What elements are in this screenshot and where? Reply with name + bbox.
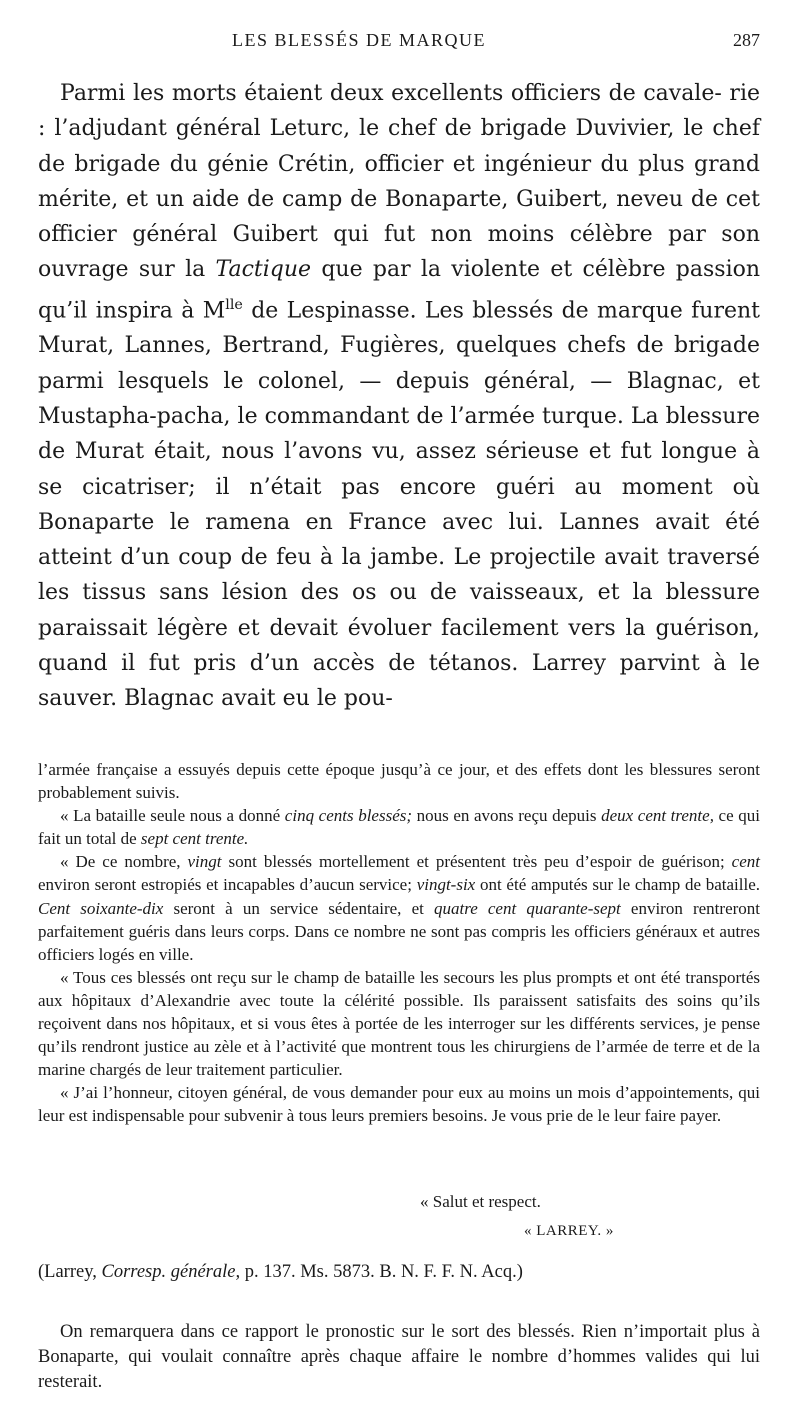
footnote-paragraph: l’armée française a essuyés depuis cette époque jusqu’à ce jour, et des effets dont les blessures seront probablement suivis.	[38, 760, 760, 803]
footnote-emphasis: vingt-six	[416, 875, 476, 895]
text-line: de Lespinasse. Les	[242, 298, 464, 324]
footnote-text: « La bataille seule nous a donné	[60, 806, 285, 826]
footnote-text: ont été amputés sur le champ de bataille.	[475, 875, 760, 895]
citation-text: (Larrey,	[38, 1262, 102, 1282]
main-paragraph	[38, 76, 760, 717]
text-line: de vaisseaux, et la blessure paraissait légère et devait évoluer	[38, 580, 760, 641]
text-line: le chef de brigade du génie Crétin, officier et ingénieur du	[38, 116, 761, 177]
page-header	[38, 30, 760, 62]
remark-paragraph: On remarquera dans ce rapport le pronostic sur le sort des blessés. Rien n’importait plus à Bonaparte, qui voulait connaître après chaque affaire le nombre d’hommes valides qui lui resterait.	[38, 1321, 760, 1392]
text-line: assez sérieuse et fut longue à se cicatriser; il n’était pas	[38, 439, 761, 500]
running-title: LES BLESSÉS DE MARQUE	[232, 30, 487, 50]
superscript: lle	[225, 296, 243, 313]
text-line: facilement vers la guérison, quand il fut pris d’un accès de	[38, 615, 760, 677]
footnote-text: seront à un service sédentaire, et	[163, 898, 434, 918]
text-line: célèbre par son ouvrage sur la	[38, 222, 760, 283]
text-line: l’armée turque. La blessure de Murat était, nous l’avons vu,	[38, 404, 760, 465]
text-line: Le projectile avait traversé les tissus sans lésion des os ou	[38, 545, 760, 606]
book-title-emphasis: Tactique	[215, 257, 312, 283]
footnote-text: ce qui fait un total de	[38, 806, 760, 849]
text-line: tétanos. Larrey parvint à le sauver. Blagnac avait eu le pou-	[38, 651, 760, 712]
text-line: encore guéri au moment où Bonaparte le ramena en France	[38, 474, 760, 535]
footnote-emphasis: sept cent trente.	[140, 829, 249, 849]
text-line: plus grand mérite, et un aide de camp de Bonaparte, Guibert,	[38, 151, 760, 212]
footnote-emphasis: Cent soixante-dix	[38, 898, 164, 918]
page-number: 287	[733, 30, 760, 50]
text-line: Parmi les morts étaient deux excellents officiers de cavale-	[60, 81, 722, 106]
footnote-paragraph	[38, 804, 760, 850]
letter-signature: « LARREY. »	[524, 1223, 614, 1239]
text-line: que par la violente	[311, 257, 541, 283]
footnote-emphasis: cinq cents blessés;	[284, 806, 413, 826]
footnote-text: « De ce nombre,	[60, 852, 188, 872]
text-line: et célèbre passion qu’il inspira à M	[38, 257, 761, 324]
text-line: avec lui. Lannes avait été atteint d’un coup de feu à la jambe.	[38, 509, 760, 571]
footnote-block	[38, 758, 760, 1128]
citation-text: p. 137. Ms. 5873. B. N. F. F. N. Acq.)	[240, 1262, 523, 1282]
footnote-emphasis: vingt	[187, 852, 222, 872]
text-line: blessés de marque furent Murat, Lannes, Bertrand, Fugières,	[38, 298, 761, 359]
text-line: général, — Blagnac, et Mustapha-pacha, le commandant de	[38, 368, 761, 429]
footnote-emphasis: quatre cent quarante-sept	[433, 898, 621, 918]
footnote-emphasis: deux cent trente,	[601, 806, 714, 826]
text-line: neveu de cet officier général Guibert qui fut non moins	[38, 186, 760, 248]
citation-emphasis: Corresp. générale,	[101, 1262, 241, 1282]
footnote-paragraph: « Tous ces blessés ont reçu sur le champ de bataille les secours les plus prompts et ont été transportés aux hôpitaux d’Alexandrie avec toute la célérité possible. Ils paraissent satisfaits des soins qu’ils reçoivent dans nos hôpitaux, et si vous êtes à portée de les interroger sur les différents services, je pense qu’ils rendront justice au zèle et à l’activité que montrent tous les chirurgiens de l’armée de terre et de la marine chargés de leur traitement particulier.	[38, 967, 760, 1080]
letter-closing: « Salut et respect.	[420, 1192, 541, 1211]
footnote-emphasis: cent	[731, 852, 760, 872]
text-line: quelques chefs de brigade parmi lesquels le colonel, — depuis	[38, 333, 760, 394]
footnote-text: environ rentreront parfaitement guéris dans leurs corps. Dans ce nombre ne sont pas compris les officiers généraux et autres officiers logés en ville.	[38, 898, 760, 964]
source-citation	[38, 1262, 760, 1283]
footnote-paragraph: « J’ai l’honneur, citoyen général, de vous demander pour eux au moins un mois d’appointements, qui leur est indispensable pour subvenir à tous leurs premiers besoins. Je vous prie de le leur faire payer.	[38, 1083, 760, 1126]
footnote-text: environ seront estropiés et incapables d’aucun service;	[38, 875, 417, 895]
text-line: rie : l’adjudant général Leturc, le chef de brigade Duvivier,	[38, 81, 760, 142]
footnote-text: nous en avons reçu depuis	[412, 806, 602, 826]
footnote-text: sont blessés mortellement et présentent très peu d’espoir de guérison;	[221, 852, 732, 872]
footnote-paragraph	[38, 850, 760, 965]
